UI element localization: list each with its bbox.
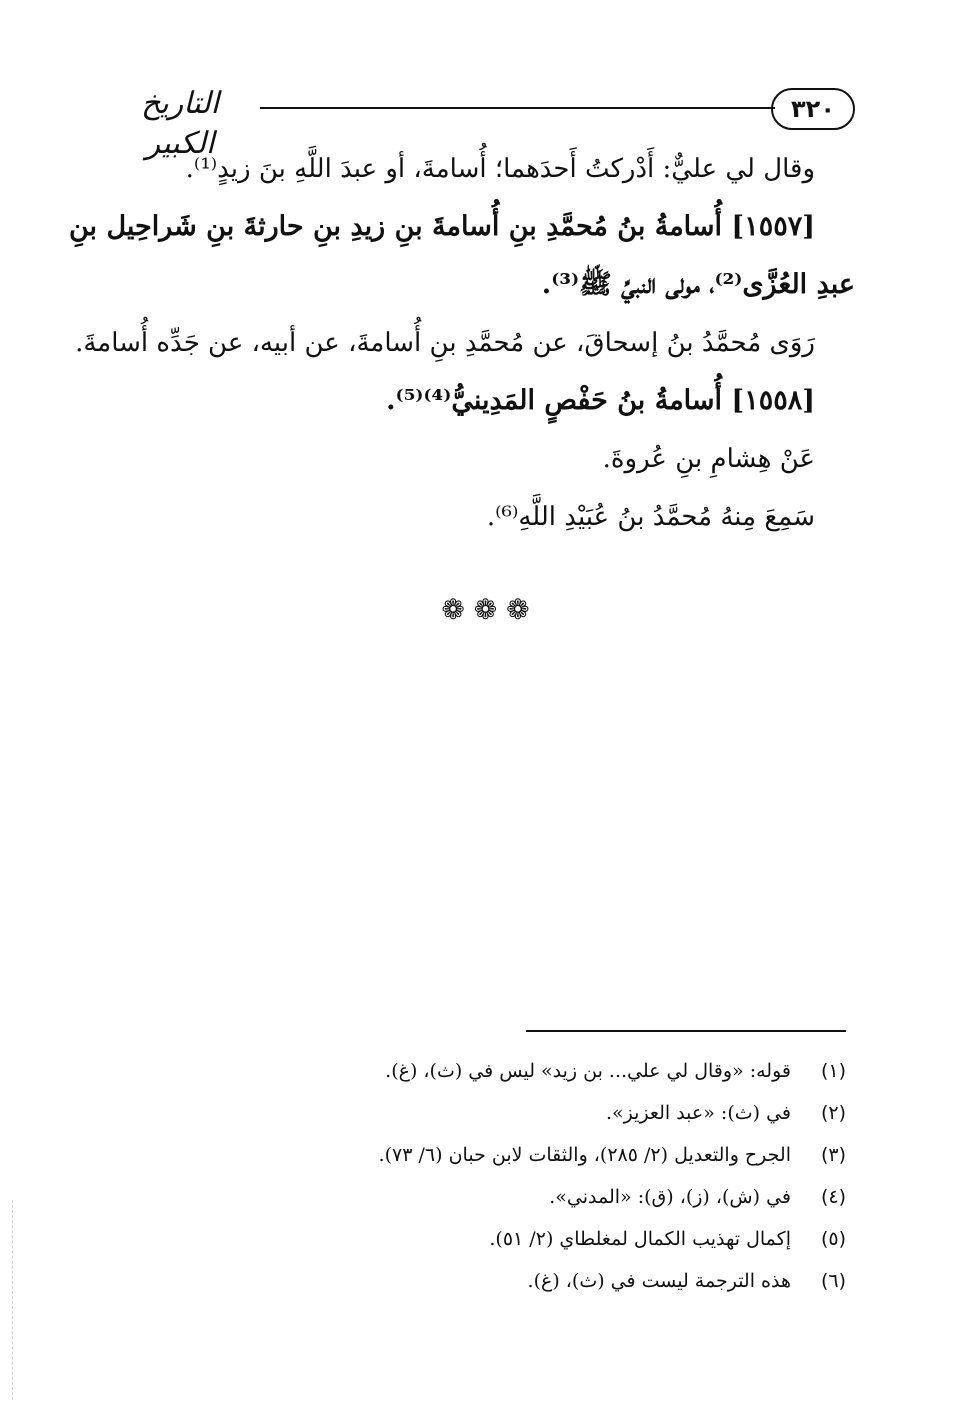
footnote-number: (٣) [820,1144,846,1166]
main-text [68,140,855,546]
footnote-separator [526,1030,846,1032]
footnote-item [226,1092,846,1134]
footnote-text: في (ش)، (ز)، (ق): «المدني». [549,1186,791,1208]
page-header [110,80,855,161]
footnote-item [226,1050,846,1092]
running-title: التاريخ الكبير [141,86,219,161]
ornament-icon: ❁ ❁ ❁ [441,593,530,626]
footnote-item [226,1134,846,1176]
text-line-1: وقال لي عليٌّ: أَدْركتُ أَحدَهما؛ أُسامةَ، أو عبدَ اللَّهِ بنَ زيدٍ⁽¹⁾. [185,154,815,184]
entry-1557-heading-continued: عبدِ العُزَّى⁽²⁾، مولى النبيِّ ﷺ⁽³⁾. [541,269,855,300]
scan-edge-marks [12,1200,15,1400]
header-rule [260,107,775,109]
entry-1557-heading: [١٥٥٧] أُسامةُ بنُ مُحمَّدِ بنِ أُسامةَ بنِ زيدِ بنِ حارثةَ بنِ شَراحِيل بنِ [68,211,815,242]
footnotes [226,1050,846,1302]
footnote-text: إكمال تهذيب الكمال لمغلطاي (٢/ ٥١). [489,1228,791,1250]
footnote-number: (٦) [820,1270,846,1292]
footnote-item [226,1218,846,1260]
entry-1558-heard-from: سَمِعَ مِنهُ مُحمَّدُ بنُ عُبَيْدِ اللَّهِ⁽⁶⁾. [486,502,815,532]
entry-1558-heading: [١٥٥٨] أُسامةُ بنُ حَفْصٍ المَدِينيُّ⁽⁴⁾⁽⁵⁾. [386,385,815,416]
footnote-text: الجرح والتعديل (٢/ ٢٨٥)، والثقات لابن حبان (٦/ ٧٣). [378,1144,791,1166]
footnote-text: هذه الترجمة ليست في (ث)، (غ). [527,1270,791,1292]
footnote-number: (٤) [820,1186,846,1208]
entry-1558-source: عَنْ هِشامِ بنِ عُروةَ. [602,444,815,474]
footnote-item [226,1260,846,1302]
footnote-number: (٢) [820,1102,846,1124]
section-end-ornament [0,593,971,626]
footnote-text: قوله: «وقال لي علي... بن زيد» ليس في (ث)، (غ). [385,1060,791,1082]
footnote-number: (٥) [820,1228,846,1250]
footnote-number: (١) [820,1060,846,1082]
entry-1557-narration: رَوَى مُحمَّدُ بنُ إسحاقَ، عن مُحمَّدِ بنِ أُسامةَ، عن أبيه، عن جَدِّه أُسامةَ. [75,328,815,358]
page-number: ٣٢٠ [771,88,855,130]
footnote-item [226,1176,846,1218]
footnote-text: في (ث): «عبد العزيز». [606,1102,791,1124]
